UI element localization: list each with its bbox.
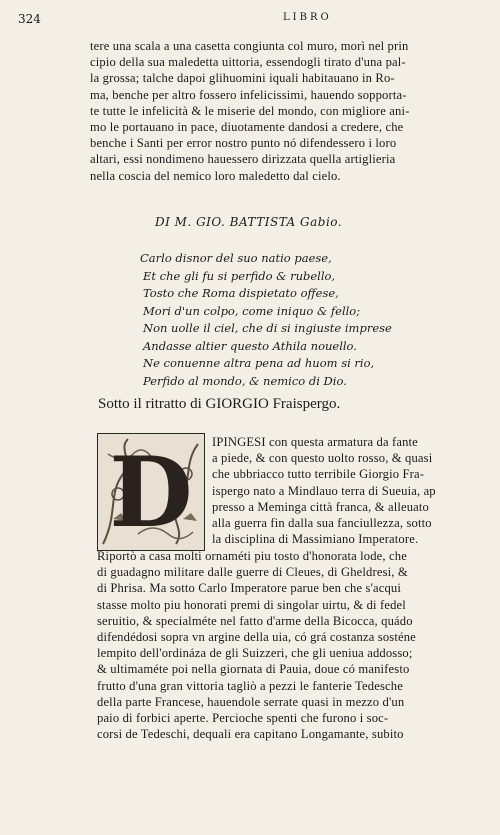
running-head: LIBRO [283,12,332,23]
poem-line: Mori d'un colpo, come iniquo & fello; [143,303,361,318]
text-line: che ubbriacco tutto terribile Giorgio Fra- [212,467,425,482]
text-line: cipio della sua maledetta uittoria, essendogli tirato d'una pal- [90,55,406,70]
poem-line: Non uolle il ciel, che di si ingiuste imprese [143,321,392,335]
text-line: Riportò a casa molti ornaméti piu tosto d'honorata lode, che [97,549,407,563]
text-line: alla guerra fin dalla sua fanciullezza, sotto [212,516,432,531]
portrait-caption: Sotto il ritratto di GIORGIO Fraispergo. [98,396,341,412]
poem-line: Perfido al mondo, & nemico di Dio. [143,373,347,388]
initial-letter: D [109,436,193,549]
text-line: ma, benche per altro fossero infelicissimi, hauendo sopporta- [90,87,407,102]
text-line: difendédosi sopra vn argine della uia, có grá costanza sosténe [97,630,416,645]
poem-line: Et che gli fu si perfido & rubello, [143,268,336,283]
text-line: seruitio, & specialméte nel fatto d'arme della Bicocca, quádo [97,613,413,628]
text-line: IPINGESI con questa armatura da fante [212,435,418,449]
text-line: a piede, & con questo uolto rosso, & quasi [212,451,433,466]
text-line: te tutte le infelicità & le miserie del mondo, con migliore ani- [90,103,410,118]
text-line: paio di forbici aperte. Percioche spenti che furono i soc- [97,711,389,726]
text-line: presso a Meminga città franca, & alleuato [212,499,430,514]
text-line: nella coscia del nemico loro maledetto dal cielo. [90,168,341,183]
poem-line: Ne conuenne altra pena ad huom si rio, [143,356,375,370]
poem-line: Tosto che Roma dispietato offese, [143,286,339,300]
text-line: lempito dell'ordináza de gli Suizzeri, che gli ueniua addosso; [97,646,413,661]
text-line: la grossa; talche dapoi glihuomini iquali habitauano in Ro- [90,71,395,86]
text-line: di guadagno militare dalle guerre di Cleues, di Gheldresi, & [97,565,408,580]
poem-line: Andasse altier questo Athila nouello. [143,338,357,353]
poem-heading: DI M. GIO. BATTISTA Gabio. [155,215,343,229]
decorated-initial [97,433,205,551]
text-line: ispergo nato a Mindlauo terra di Sueuia, ap [212,483,436,498]
text-line: la disciplina di Massimiano Imperatore. [212,532,419,547]
paragraph-2-full-width [97,548,490,742]
text-line: stasse molto piu honorati premi di singolar uirtu, & di fedel [97,597,406,612]
text-line: mo le portauano in pace, diuotamente dandosi a credere, che [90,120,404,135]
text-line: di Phrisa. Ma sotto Carlo Imperatore parue ben che s'acqui [97,581,402,596]
paragraph-1 [90,38,485,184]
poem-line: Carlo disnor del suo natio paese, [140,251,332,265]
poem [140,250,392,390]
text-line: benche i Santi per error nostro punto nó difendessero i loro [90,136,397,151]
text-line: corsi de Tedeschi, dequali era capitano Longamante, subito [97,727,404,742]
page-number: 324 [18,12,41,26]
page-header [18,12,480,32]
paragraph-2-beside-initial [212,434,487,547]
text-line: tere una scala a una casetta congiunta col muro, morì nel prin [90,39,409,53]
text-line: & ultimaméte poi nella giornata di Pauia, doue có manifesto [97,662,410,677]
text-line: frutto d'una gran vittoria tagliò a pezzi le fanterie Tedesche [97,678,403,693]
text-line: della parte Francese, hauendole serrate quasi in mezzo d'un [97,694,405,709]
text-line: altari, essi nondimeno hauessero dirizzata quella artiglieria [90,152,396,167]
